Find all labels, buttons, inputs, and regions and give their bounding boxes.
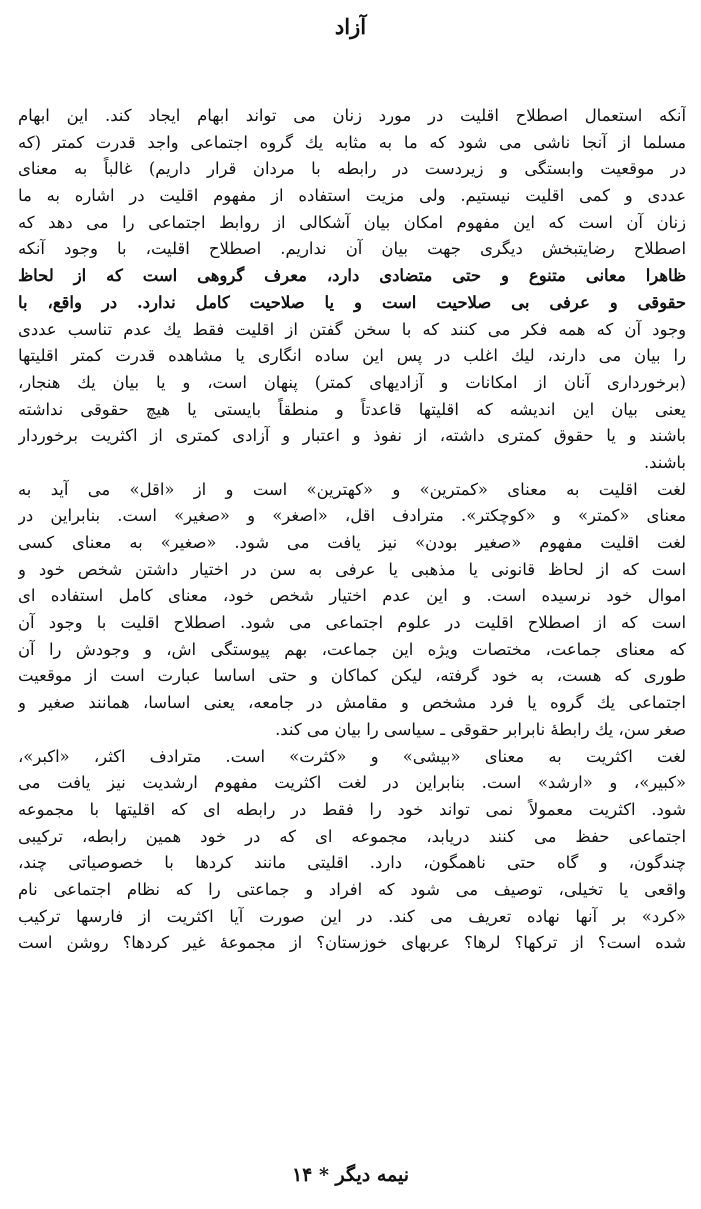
text-line: «کبیر»، و «ارشد» است. بنابراین در لغت اکثریت مفهوم ارشدیت نیز یافت می [18, 773, 686, 793]
text-line: حقوقی و عرفی بی صلاحیت است و یا صلاحیت کامل ندارد. در واقع، با [18, 292, 686, 312]
text-line: آنکه استعمال اصطلاح اقلیت در مورد زنان می تواند ابهام ایجاد کند. این ابهام [18, 106, 686, 125]
text-line: لغت اکثریت به معنای «بیشی» و «کثرت» است. مترادف اکثر، «اکبر»، [18, 746, 686, 766]
text-line: را بیان می دارند، لیك اغلب در پس این ساده انگاری یا مشاهده قدرت کمتر اقلیتها [18, 346, 686, 366]
text-line: (برخورداری آنان از امکانات و آزادیهای کمتر) پنهان است، و یا بیان یك هنجار، [18, 372, 686, 392]
running-header: آزاد [334, 14, 367, 39]
text-line: باشند. [643, 452, 686, 472]
text-line: است که از اصطلاح اقلیت در علوم اجتماعی می شود. اصطلاح اقلیت با وجود آن [18, 613, 686, 633]
text-line: شود. اکثریت معمولاً نمی تواند خود را فقط در رابطه ای که اقلیتها با مجموعه [18, 799, 686, 819]
text-line: طوری که هست، به خود گرفته، لیکن کماکان و حتی اساسا عبارت است از موقعیت [18, 666, 686, 686]
text-line: اصطلاح رضایتبخش دیگری جهت بیان آن نداریم. اصطلاح اقلیت، با وجود آنکه [18, 239, 686, 259]
text-line: که معنای جماعت، مختصات ویژه این جماعت، بهم پیوستگی اش، و وجودش را آن [18, 639, 686, 659]
text-line: مسلما از آنجا ناشی می شود که ما به مثابه یك گروه اجتماعی واجد قدرت کمتر (که [18, 132, 686, 152]
text-line: وجود آن که همه فکر می کنند که با سخن گفتن از اقلیت فقط یك عدم تناسب عددی [18, 319, 686, 339]
text-line: باشند و یا حقوق کمتری داشته، از نفوذ و اعتبار و آزادی کمتری از اکثریت برخوردار [18, 426, 686, 446]
text-line: چندگون، و گاه حتی ناهمگون، دارد. اقلیتی مانند کردها با خصوصیاتی چند، [18, 853, 686, 873]
text-line: «کرد» بر آنها نهاده تعریف می کند. در این صورت آیا اکثریت از فارسها ترکیب [18, 906, 686, 926]
text-line: در موقعیت وابستگی و زیردست در رابطه با مردان قرار داریم) غالباً به معنای [18, 159, 686, 179]
text-line: معنای «کمتر» و «کوچکتر». مترادف اقل، «اصغر» و «صغیر» است. بنابراین در [18, 506, 686, 526]
text-line: اموال خود نرسیده است. و این عدم اختیار شخص خود، معنای کامل استفاده ای [18, 586, 686, 606]
text-line: اجتماعی حفظ می کنند دریابد، مجموعه ای که در خود همین رابطه، ترکیبی [18, 826, 686, 846]
text-line: اجتماعی یك گروه یا فرد مشخص و مقامش در جامعه، یعنی اساسا، همانند صغیر و [18, 693, 686, 713]
text-line: شده است؟ از ترکها؟ لرها؟ عربهای خوزستان؟ از مجموعهٔ غیر کردها؟ روشن است [18, 933, 686, 953]
text-line: صغر سن، یك رابطهٔ نابرابر حقوقی ـ سیاسی را بیان می کند. [275, 719, 686, 739]
text-line: زنان آن است که این مفهوم امکان بیان آشکالی از روابط اجتماعی را می دهد که [18, 212, 686, 232]
text-line: ظاهرا معانی متنوع و حتی متضادی دارد، معرف گروهی است که از لحاظ [18, 266, 686, 286]
text-line: یعنی بیان این اندیشه که اقلیتها قاعدتاً و منطقاً بایستی یا هیچ حقوقی نداشته [18, 399, 686, 419]
text-line: واقعی یا تخیلی، توصیف می شود که افراد و جماعتی را که نظام اجتماعی نام [18, 879, 686, 899]
page-footer: نیمه دیگر * ۱۴ [291, 1164, 410, 1186]
text-line: لغت اقلیت مفهوم «صغیر بودن» نیز یافت می شود. «صغیر» به معنای کسی [18, 533, 686, 552]
text-line: است که از لحاظ قانونی یا مذهبی یا عرفی به سن در اختیار داشتن شخص خود و [18, 559, 686, 579]
text-line: لغت اقلیت به معنای «کمترین» و «کهترین» است و از «اقل» می آید به [18, 479, 686, 499]
text-line: عددی و کمی اقلیت نیستیم. ولی مزیت استفاده از مفهوم اقلیت در اشاره به ما [18, 186, 686, 206]
body-text [18, 103, 686, 957]
